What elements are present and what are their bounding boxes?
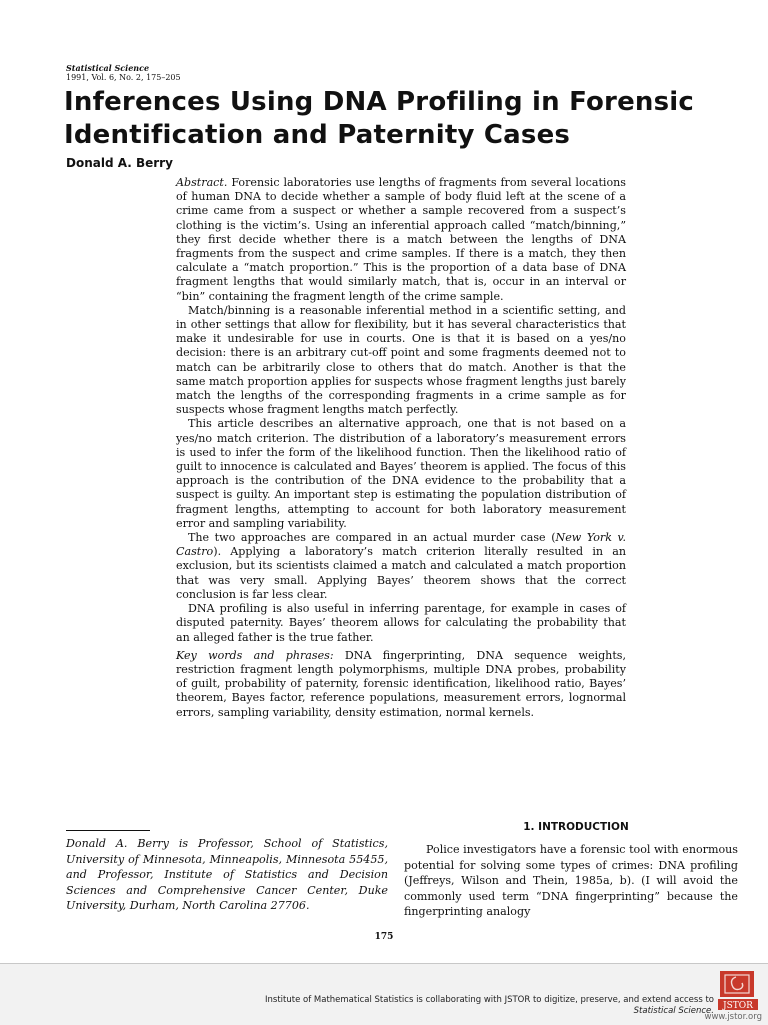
page-number: 175 bbox=[374, 932, 394, 942]
keywords bbox=[176, 649, 626, 720]
jstor-logo[interactable] bbox=[718, 969, 760, 1013]
abstract-label: Abstract. bbox=[176, 176, 228, 189]
journal-name: Statistical Science bbox=[66, 63, 150, 73]
case-name: New York v. Castro bbox=[176, 531, 626, 559]
jstor-url-link[interactable]: www.jstor.org bbox=[704, 1012, 762, 1022]
journal-volume: 1991, Vol. 6, No. 2, 175–205 bbox=[66, 73, 181, 82]
keywords-text: DNA fingerprinting, DNA sequence weights, restriction fragment length polymorphisms, multiple DNA probes, probability of guilt, probability of paternity, forensic identification, likelihood ratio, Bayes’ theorem, Bayes factor, reference populations, measurement errors, lognormal errors, sampling variability, density estimation, normal kernels. bbox=[176, 648, 627, 719]
author-name: Donald A. Berry bbox=[66, 156, 173, 170]
jstor-logo-text: JSTOR bbox=[723, 1001, 753, 1011]
journal-citation bbox=[66, 63, 181, 83]
abstract-paragraph: This article describes an alternative approach, one that is not based on a yes/no match criterion. The distribution of a laboratory’s measurement errors is used to infer the form of the likelihood function. Then the likelihood ratio of guilt to innocence is calculated and Bayes’ theorem is applied. The focus of this approach is the contribution of the DNA evidence to the probability that a suspect is guilty. An important step is estimating the population distribution of fragment lengths, attempting to account for both laboratory measurement error and sampling variability. bbox=[176, 417, 626, 530]
abstract-paragraph: The two approaches are compared in an actual murder case (New York v. Castro). Applying a laboratory’s match criterion literally resulted in an exclusion, but its scientists claimed a match and calculated a match proportion that was very small. Applying Bayes’ theorem shows that the correct conclusion is far less clear. bbox=[176, 531, 626, 601]
abstract bbox=[176, 176, 626, 720]
jstor-banner bbox=[0, 963, 768, 1025]
abstract-paragraph: Match/binning is a reasonable inferential method in a scientific setting, and in other settings that allow for flexibility, but it has several characteristics that make it undesirable for use in courts. One is that it is based on a yes/no decision: there is an arbitrary cut-off point and some fragments deemed not to match can be arbitrarily close to others that do match. Another is that the same match proportion applies for suspects whose fragment lengths just barely match the lengths of the corresponding fragments in a crime sample as for suspects whose fragment lengths match perfectly. bbox=[176, 303, 626, 417]
article-title: Inferences Using DNA Profiling in Forensic Identification and Paternity Cases bbox=[64, 87, 695, 150]
jstor-notice: Institute of Mathematical Statistics is collaborating with JSTOR to digitize, preserve, and extend access to Statistical Science. bbox=[265, 995, 714, 1016]
keywords-label: Key words and phrases: bbox=[176, 648, 334, 662]
author-footnote: Donald A. Berry is Professor, School of Statistics, University of Minnesota, Minneapolis, Minnesota 55455, and Professor, Institute of Statistics and Decision Sciences and Comprehensive Cancer Center, Duke University, Durham, North Carolina 27706. bbox=[66, 837, 388, 912]
abstract-paragraph: DNA profiling is also useful in inferring parentage, for example in cases of disputed paternity. Bayes’ theorem allows for calculating the probability that an alleged father is the true father. bbox=[176, 602, 626, 644]
abstract-paragraph: Abstract. Forensic laboratories use lengths of fragments from several locations of human DNA to decide whether a sample of body fluid left at the scene of a crime came from a suspect or whether a sample recovered from a suspect’s clothing is the victim’s. Using an inferential approach called “match/binning,” they first decide whether there is a match between the lengths of DNA fragments from the suspect and crime samples. If there is a match, they then calculate a “match proportion.” This is the proportion of a data base of DNA fragment lengths that would similarly match, that is, occur in an interval or “bin” containing the fragment length of the crime sample. bbox=[176, 176, 626, 303]
section-heading: 1. INTRODUCTION bbox=[523, 821, 629, 833]
introduction-text: Police investigators have a forensic tool with enormous potential for solving some types of crimes: DNA profiling (Jeffreys, Wilson and Thein, 1985a, b). (I will avoid the commonly used term “DNA fingerprinting” because the fingerprinting analogy bbox=[404, 843, 738, 918]
footnote-divider bbox=[66, 830, 150, 831]
